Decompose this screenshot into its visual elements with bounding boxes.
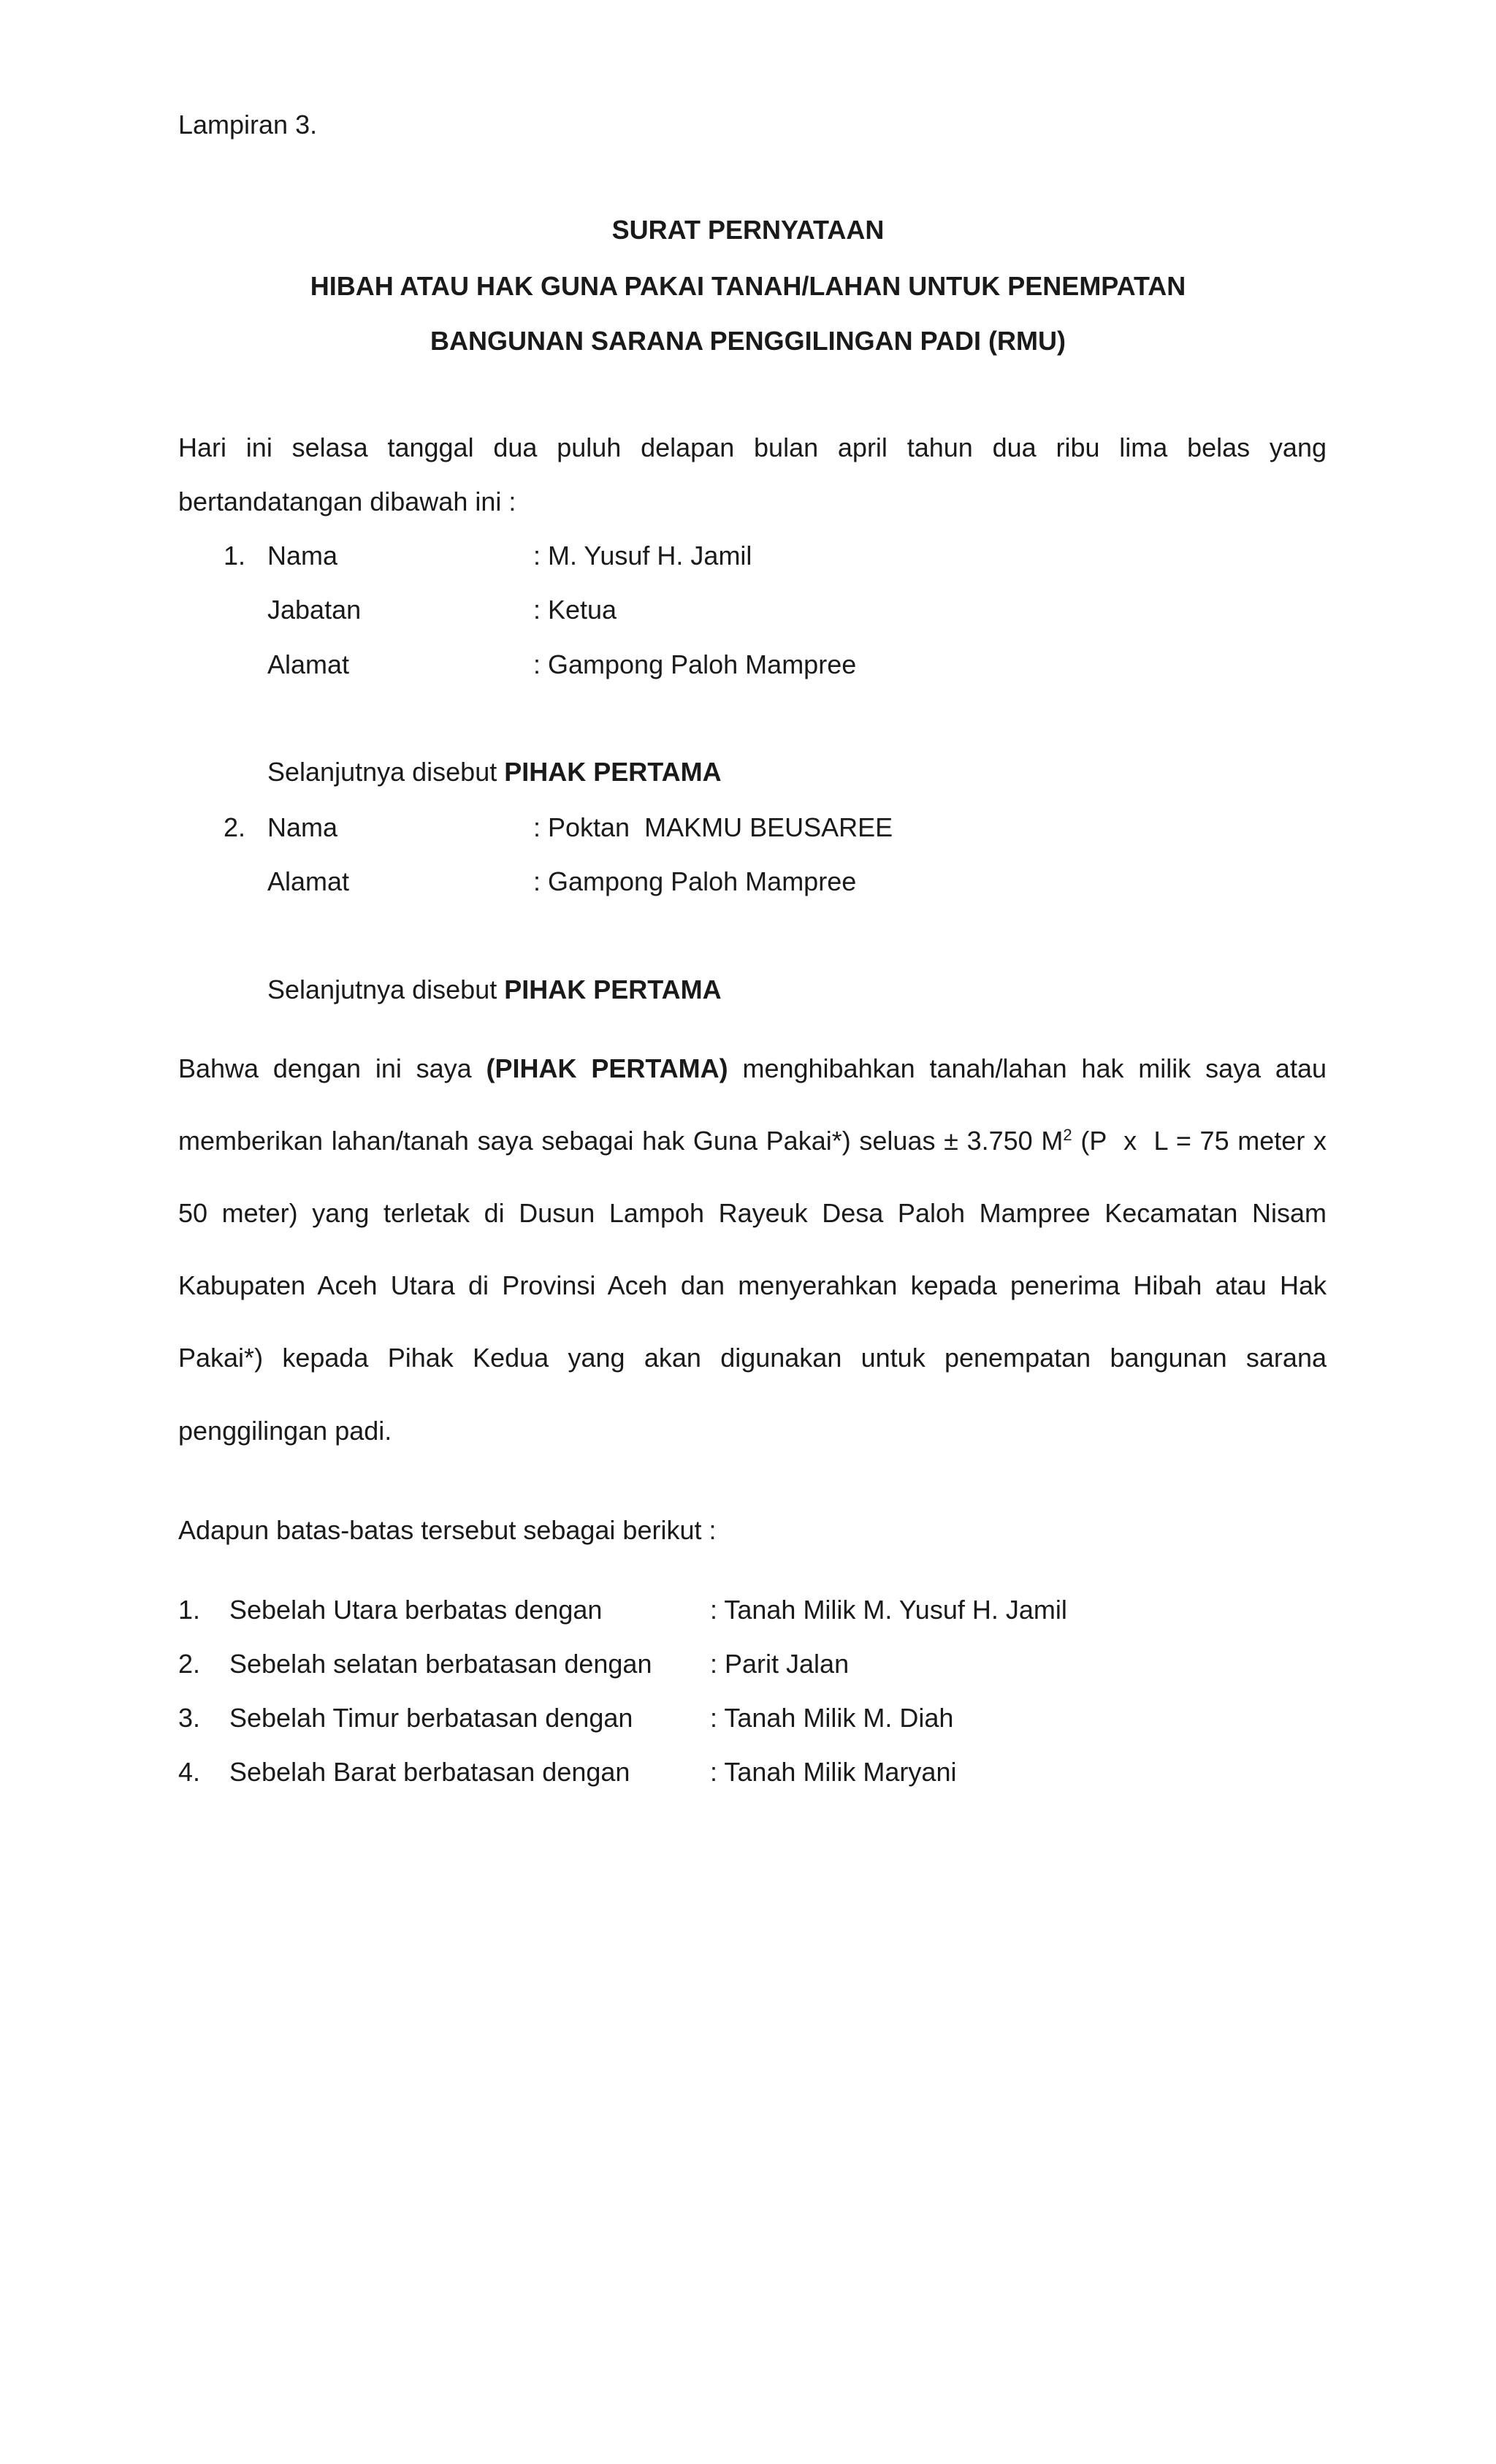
boundary-1-value: : Tanah Milik M. Yusuf H. Jamil [710,1595,1067,1625]
party2-value-alamat: : Gampong Paloh Mampree [533,866,857,896]
party2-value-nama: : Poktan MAKMU BEUSAREE [533,812,893,842]
party2-label-alamat: Alamat [267,866,350,896]
boundary-4-label: Sebelah Barat berbatasan dengan [229,1757,630,1787]
boundary-2-number: 2. [178,1649,201,1679]
party1-label-nama: Nama [267,541,338,571]
lampiran-label: Lampiran 3. [178,110,318,140]
party1-value-jabatan: : Ketua [533,595,617,625]
title-line-1: SURAT PERNYATAAN [611,215,885,245]
boundary-4-value: : Tanah Milik Maryani [710,1757,957,1787]
boundary-1-label: Sebelah Utara berbatas dengan [229,1595,603,1625]
body-line-5: Pakai*) kepada Pihak Kedua yang akan digunakan untuk penempatan bangunan sarana [178,1343,1327,1373]
body-line-4: Kabupaten Aceh Utara di Provinsi Aceh dan menyerahkan kepada penerima Hibah atau Hak [178,1270,1327,1300]
party1-number: 1. [224,541,246,571]
body-line-6: penggilingan padi. [178,1416,392,1446]
body-line-2-sup: 2 [1063,1126,1072,1144]
boundaries-intro: Adapun batas-batas tersebut sebagai berikut : [178,1515,717,1545]
boundary-3-number: 3. [178,1703,201,1733]
boundary-1-number: 1. [178,1595,201,1625]
boundary-3-label: Sebelah Timur berbatasan dengan [229,1703,633,1733]
party2-designation-role: PIHAK PERTAMA [504,974,722,1004]
boundary-3-value: : Tanah Milik M. Diah [710,1703,954,1733]
party1-value-nama: : M. Yusuf H. Jamil [533,541,752,571]
intro-line-1: Hari ini selasa tanggal dua puluh delapan bulan april tahun dua ribu lima belas yang [178,432,1327,462]
party1-designation-role: PIHAK PERTAMA [504,757,722,787]
party2-designation-prefix: Selanjutnya disebut [267,974,505,1004]
body-line-2-b: (P x L = 75 meter x [1072,1126,1327,1156]
body-line-3: 50 meter) yang terletak di Dusun Lampoh Rayeuk Desa Paloh Mampree Kecamatan Nisam [178,1198,1327,1228]
body-line-1 [178,1053,1327,1084]
intro-line-2: bertandatangan dibawah ini : [178,487,516,516]
party1-value-alamat: : Gampong Paloh Mampree [533,649,857,679]
party1-label-jabatan: Jabatan [267,595,362,625]
body-line-1-a: Bahwa dengan ini saya [178,1053,472,1083]
party1-label-alamat: Alamat [267,649,350,679]
boundary-4-number: 4. [178,1757,201,1787]
boundary-2-label: Sebelah selatan berbatasan dengan [229,1649,652,1679]
party2-number: 2. [224,812,246,842]
party1-designation-prefix: Selanjutnya disebut [267,757,505,787]
body-line-2 [178,1126,1327,1156]
body-line-1-c: menghibahkan tanah/lahan hak milik saya atau [742,1053,1327,1083]
boundary-2-value: : Parit Jalan [710,1649,850,1679]
body-line-1-role: (PIHAK PERTAMA) [486,1053,728,1083]
party1-designation [267,757,722,787]
body-line-2-a: memberikan lahan/tanah saya sebagai hak Guna Pakai*) seluas ± 3.750 M [178,1126,1064,1156]
title-line-3: BANGUNAN SARANA PENGGILINGAN PADI (RMU) [430,326,1066,356]
party2-designation [267,974,722,1005]
party2-label-nama: Nama [267,812,338,842]
title-line-2: HIBAH ATAU HAK GUNA PAKAI TANAH/LAHAN UNTUK PENEMPATAN [310,271,1186,301]
